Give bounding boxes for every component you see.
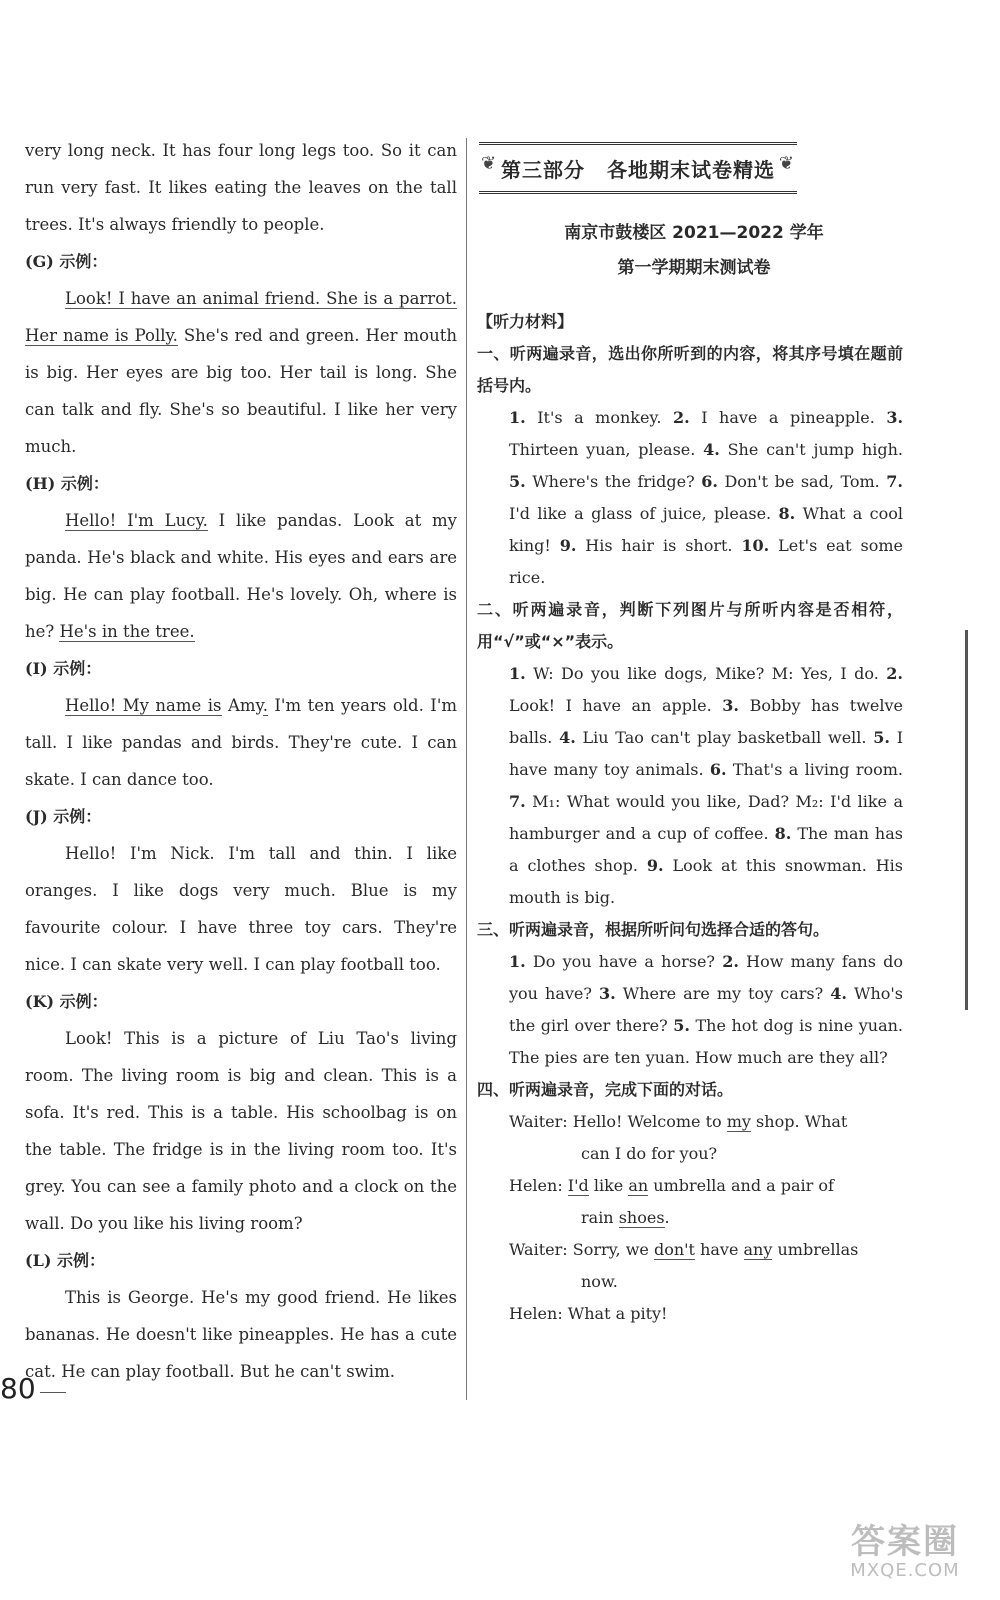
item-number: 3. (599, 984, 616, 1003)
item-text: Thirteen yuan, please. (509, 440, 704, 459)
dialogue-text: have (694, 1240, 744, 1259)
example-label-g (25, 243, 457, 280)
example-text-j (25, 835, 457, 983)
item-text: Where's the fridge? (525, 472, 702, 491)
label-text: 示例： (53, 659, 102, 678)
item-text: How many fans do you have? (509, 952, 904, 1003)
example-label-k (25, 983, 457, 1020)
item-text: Do you have a horse? (525, 952, 723, 971)
item-number: 5. (673, 1016, 690, 1035)
item-text: I'd like a glass of juice, please. (509, 504, 779, 523)
example-body: Look! This is a picture of Liu Tao's living room. The living room is big and clean. This is a sofa. It's red. This is a table. His schoolbag is on the table. The fridge is in the living room too. It's grey. You can see a family photo and a clock on the wall. Do you like his living room? (25, 1029, 457, 1233)
item-number: 3. (886, 408, 904, 427)
underlined-phrase: Hello! I'm Lucy. (65, 511, 208, 530)
item-number: 4. (559, 728, 576, 747)
transcript-item (559, 728, 873, 747)
exam-title (485, 216, 903, 286)
text-line: trees. It's always friendly to people. (25, 215, 325, 234)
question-2-heading: 二、听两遍录音，判断下列图片与所听内容是否相符，用“√”或“×”表示。 (477, 600, 903, 651)
transcript-item (703, 440, 903, 459)
label-letter: (I) (25, 659, 48, 678)
label-text: 示例： (59, 252, 108, 271)
label-text: 示例： (60, 474, 109, 493)
item-number: 6. (701, 472, 718, 491)
question-3-heading: 三、听两遍录音，根据所听问句选择合适的答句。 (477, 920, 830, 939)
transcript-item (509, 664, 886, 683)
item-text: W: Do you like dogs, Mike? M: Yes, I do. (525, 664, 887, 683)
item-text: The hot dog is nine yuan. The pies are ten yuan. How much are they all? (509, 1016, 903, 1067)
item-text: Liu Tao can't play basketball well. (575, 728, 874, 747)
underlined-phrase: Hello! My name is (65, 696, 222, 715)
watermark-logo (830, 1523, 980, 1585)
example-body: I'm ten years old. I'm tall. I like pandas and birds. They're cute. I can skate. I can dance too. (25, 696, 457, 789)
item-number: 4. (830, 984, 847, 1003)
dialogue-text: Hello! Welcome to (567, 1112, 727, 1131)
example-label-h (25, 465, 457, 502)
example-text-l (25, 1279, 457, 1390)
dialogue-line (509, 1234, 903, 1298)
answer-blank: my (726, 1112, 751, 1131)
banner-part-label: ❦ 第三部分 (501, 157, 585, 182)
underlined-phrase: He's in the tree. (59, 622, 195, 641)
item-number: 4. (703, 440, 720, 459)
dialogue-text: shop. What (750, 1112, 848, 1131)
answer-blank: don't (653, 1240, 695, 1259)
dialogue-line (509, 1170, 903, 1234)
item-number: 5. (873, 728, 890, 747)
transcript-item (701, 472, 886, 491)
question-1-heading: 一、听两遍录音，选出你所听到的内容，将其序号填在题前括号内。 (477, 344, 903, 395)
item-number: 3. (722, 696, 739, 715)
question-3-transcript (509, 946, 903, 1074)
transcript-item (509, 472, 701, 491)
item-number: 8. (778, 504, 796, 523)
item-number: 7. (509, 792, 526, 811)
item-text: The man has a clothes shop. (509, 824, 903, 875)
item-text: She can't jump high. (719, 440, 903, 459)
underlined-phrase: . (262, 696, 268, 715)
section-label: 【听力材料】 (477, 312, 574, 331)
example-label-i (25, 650, 457, 687)
item-text: Who's the girl over there? (509, 984, 904, 1035)
item-text: I have many toy animals. (509, 728, 904, 779)
item-text: What a cool king! (509, 504, 904, 555)
text-line: run very fast. It likes eating the leaves on the tall (25, 178, 457, 197)
answer-blank: an (628, 1176, 649, 1195)
label-text: 示例： (59, 992, 108, 1011)
dialogue-text: . (664, 1208, 670, 1227)
dialogue-text: rain (581, 1208, 619, 1227)
dialogue-line (509, 1106, 903, 1170)
label-text: 示例： (53, 807, 102, 826)
item-number: 2. (722, 952, 739, 971)
item-number: 1. (509, 952, 526, 971)
item-number: 6. (709, 760, 727, 779)
example-text-h (25, 502, 457, 650)
dialogue-continuation (509, 1202, 903, 1234)
item-text: Don't be sad, Tom. (717, 472, 887, 491)
item-number: 1. (509, 664, 526, 683)
item-text: I have a pineapple. (689, 408, 887, 427)
speaker: Waiter: (509, 1112, 568, 1131)
example-body: Amy (221, 696, 263, 715)
transcript-item (710, 760, 903, 779)
question-4-heading: 四、听两遍录音，完成下面的对话。 (477, 1080, 734, 1099)
dialogue-text: like (588, 1176, 629, 1195)
speaker: Helen: (509, 1176, 563, 1195)
binding-edge-mark (965, 630, 968, 1010)
column-divider (466, 138, 467, 1400)
transcript-item (509, 408, 673, 427)
dialogue-line (509, 1298, 903, 1330)
underlined-phrase: Look! I have an animal friend. She is a parrot. (65, 289, 457, 308)
label-text: 示例： (56, 1251, 105, 1270)
label-letter: (G) (25, 252, 54, 271)
example-body: I like pandas. Look at my panda. He's black and white. His eyes and ears are big. He can play football. He's lovely. Oh, where is he? (25, 511, 457, 641)
example-label-l (25, 1242, 457, 1279)
item-number: 1. (509, 408, 526, 427)
item-text: Bobby has twelve balls. (509, 696, 903, 747)
item-number: 8. (774, 824, 792, 843)
item-text: M₁: What would you like, Dad? M₂: I'd like a hamburger and a cup of coffee. (509, 792, 903, 843)
dialogue-text: umbrella and a pair of (648, 1176, 834, 1195)
example-body: This is George. He's my good friend. He likes bananas. He doesn't like pineapples. He has a cute cat. He can play football. But he can't swim. (25, 1288, 457, 1381)
item-text: Look at this snowman. His mouth is big. (509, 856, 903, 907)
item-number: 7. (886, 472, 903, 491)
item-number: 2. (672, 408, 690, 427)
item-number: 2. (886, 664, 903, 683)
transcript-item (599, 984, 830, 1003)
example-label-j (25, 798, 457, 835)
exam-title-line-2: 第一学期期末测试卷 (617, 258, 771, 278)
item-number: 5. (509, 472, 526, 491)
label-letter: (L) (25, 1251, 52, 1270)
item-number: 9. (646, 856, 664, 875)
item-text: His hair is short. (576, 536, 742, 555)
label-letter: (H) (25, 474, 56, 493)
example-body: She's red and green. Her mouth is big. Her eyes are big too. Her tail is long. She can talk and fly. She's so beautiful. I like her very much. (25, 326, 457, 456)
page-number: 80 (0, 1372, 36, 1405)
question-2-transcript (509, 658, 903, 914)
dialogue-text: can I do for you? (581, 1144, 718, 1163)
exam-title-line-1: 南京市鼓楼区 2021—2022 学年 (564, 223, 824, 243)
example-body: Hello! I'm Nick. I'm tall and thin. I like oranges. I like dogs very much. Blue is my favourite colour. I have three toy cars. They're nice. I can skate very well. I can play football too. (25, 844, 457, 974)
dialogue-text: now. (581, 1272, 618, 1291)
part-banner (479, 142, 797, 194)
label-letter: (K) (25, 992, 55, 1011)
item-number: 10. (741, 536, 770, 555)
banner-title: 各地期末试卷精选 (607, 157, 775, 182)
transcript-item (560, 536, 742, 555)
page-number-rule (40, 1392, 66, 1393)
dialogue (509, 1106, 903, 1330)
answer-blank: shoes (618, 1208, 665, 1227)
answer-blank: I'd (567, 1176, 589, 1195)
example-text-g (25, 280, 457, 465)
dialogue-text: Sorry, we (567, 1240, 654, 1259)
underlined-phrase: Her name is Polly. (25, 326, 178, 345)
right-column (477, 132, 904, 1330)
item-text: Look! I have an apple. (509, 696, 723, 715)
speaker: Waiter: (509, 1240, 568, 1259)
question-1-transcript (509, 402, 903, 594)
example-text-i (25, 687, 457, 798)
example-text-k (25, 1020, 457, 1242)
item-text: It's a monkey. (525, 408, 673, 427)
item-text: That's a living room. (726, 760, 903, 779)
item-text: Let's eat some rice. (509, 536, 903, 587)
left-column (25, 132, 457, 1390)
answer-blank: any (743, 1240, 773, 1259)
label-letter: (J) (25, 807, 48, 826)
item-number: 9. (559, 536, 577, 555)
dialogue-text: umbrellas (772, 1240, 859, 1259)
watermark-text: 答案圈 (851, 1522, 959, 1562)
dialogue-text: What a pity! (562, 1304, 668, 1323)
transcript-item (673, 408, 886, 427)
text-line: very long neck. It has four long legs too. So it can (25, 141, 457, 160)
watermark-url: MXQE.COM (850, 1560, 960, 1581)
paragraph-f-continued (25, 132, 457, 243)
item-text: Where are my toy cars? (615, 984, 831, 1003)
speaker: Helen: (509, 1304, 563, 1323)
transcript-item (509, 952, 722, 971)
